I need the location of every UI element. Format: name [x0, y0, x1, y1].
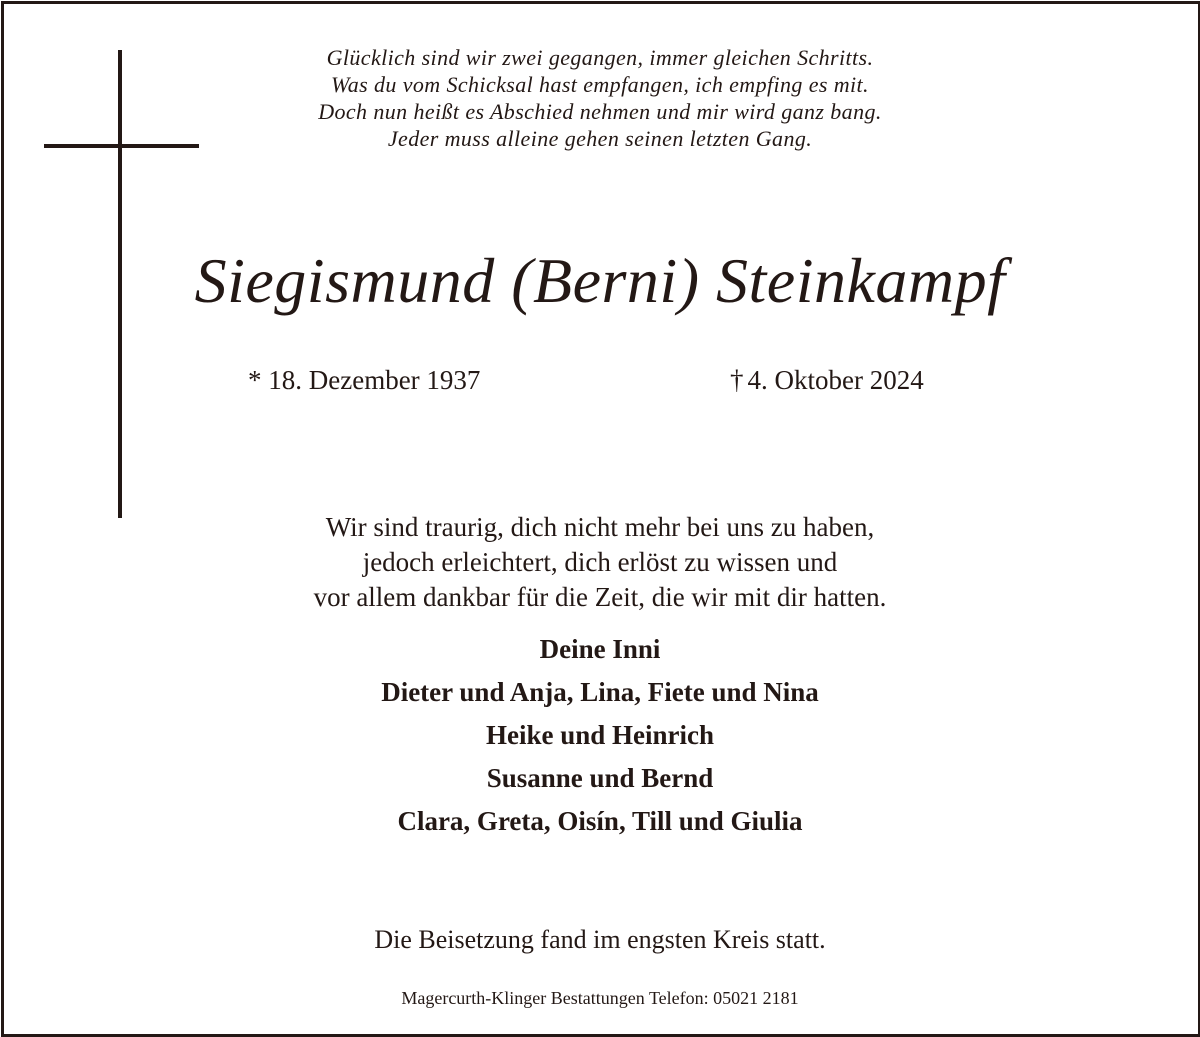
- cross-horizontal-bar: [44, 144, 199, 148]
- mourners-list: [200, 628, 1000, 843]
- burial-notice: Die Beisetzung fand im engsten Kreis statt.: [374, 925, 826, 954]
- poem-line: Jeder muss alleine gehen seinen letzten Gang.: [387, 126, 813, 151]
- death-date-line: [730, 362, 924, 398]
- poem-line: Glücklich sind wir zwei gegangen, immer gleichen Schritts.: [326, 45, 874, 70]
- deceased-name: Siegismund (Berni) Steinkampf: [194, 245, 1006, 316]
- mourner-line: Heike und Heinrich: [485, 720, 715, 750]
- mourning-text-line: Wir sind traurig, dich nicht mehr bei uns zu haben,: [325, 512, 875, 542]
- mourner-line: Clara, Greta, Oisín, Till und Giulia: [397, 806, 803, 836]
- mourning-text-line: jedoch erleichtert, dich erlöst zu wissen und: [362, 547, 838, 577]
- mourner-line: Dieter und Anja, Lina, Fiete und Nina: [381, 677, 819, 707]
- mourner-line: Susanne und Bernd: [486, 763, 714, 793]
- poem-line: Doch nun heißt es Abschied nehmen und mir wird ganz bang.: [318, 99, 882, 124]
- undertaker-info: Magercurth-Klinger Bestattungen Telefon: 05021 2181: [401, 988, 799, 1008]
- mourning-text-line: vor allem dankbar für die Zeit, die wir mit dir hatten.: [313, 582, 887, 612]
- death-date: 4. Oktober 2024: [747, 365, 924, 395]
- mourner-line: Deine Inni: [539, 634, 661, 664]
- poem: [200, 44, 1000, 152]
- dagger-icon: †: [730, 365, 744, 395]
- poem-line: Was du vom Schicksal hast empfangen, ich empfing es mit.: [331, 72, 869, 97]
- birth-date: * 18. Dezember 1937: [248, 365, 481, 395]
- mourning-text: [200, 510, 1000, 615]
